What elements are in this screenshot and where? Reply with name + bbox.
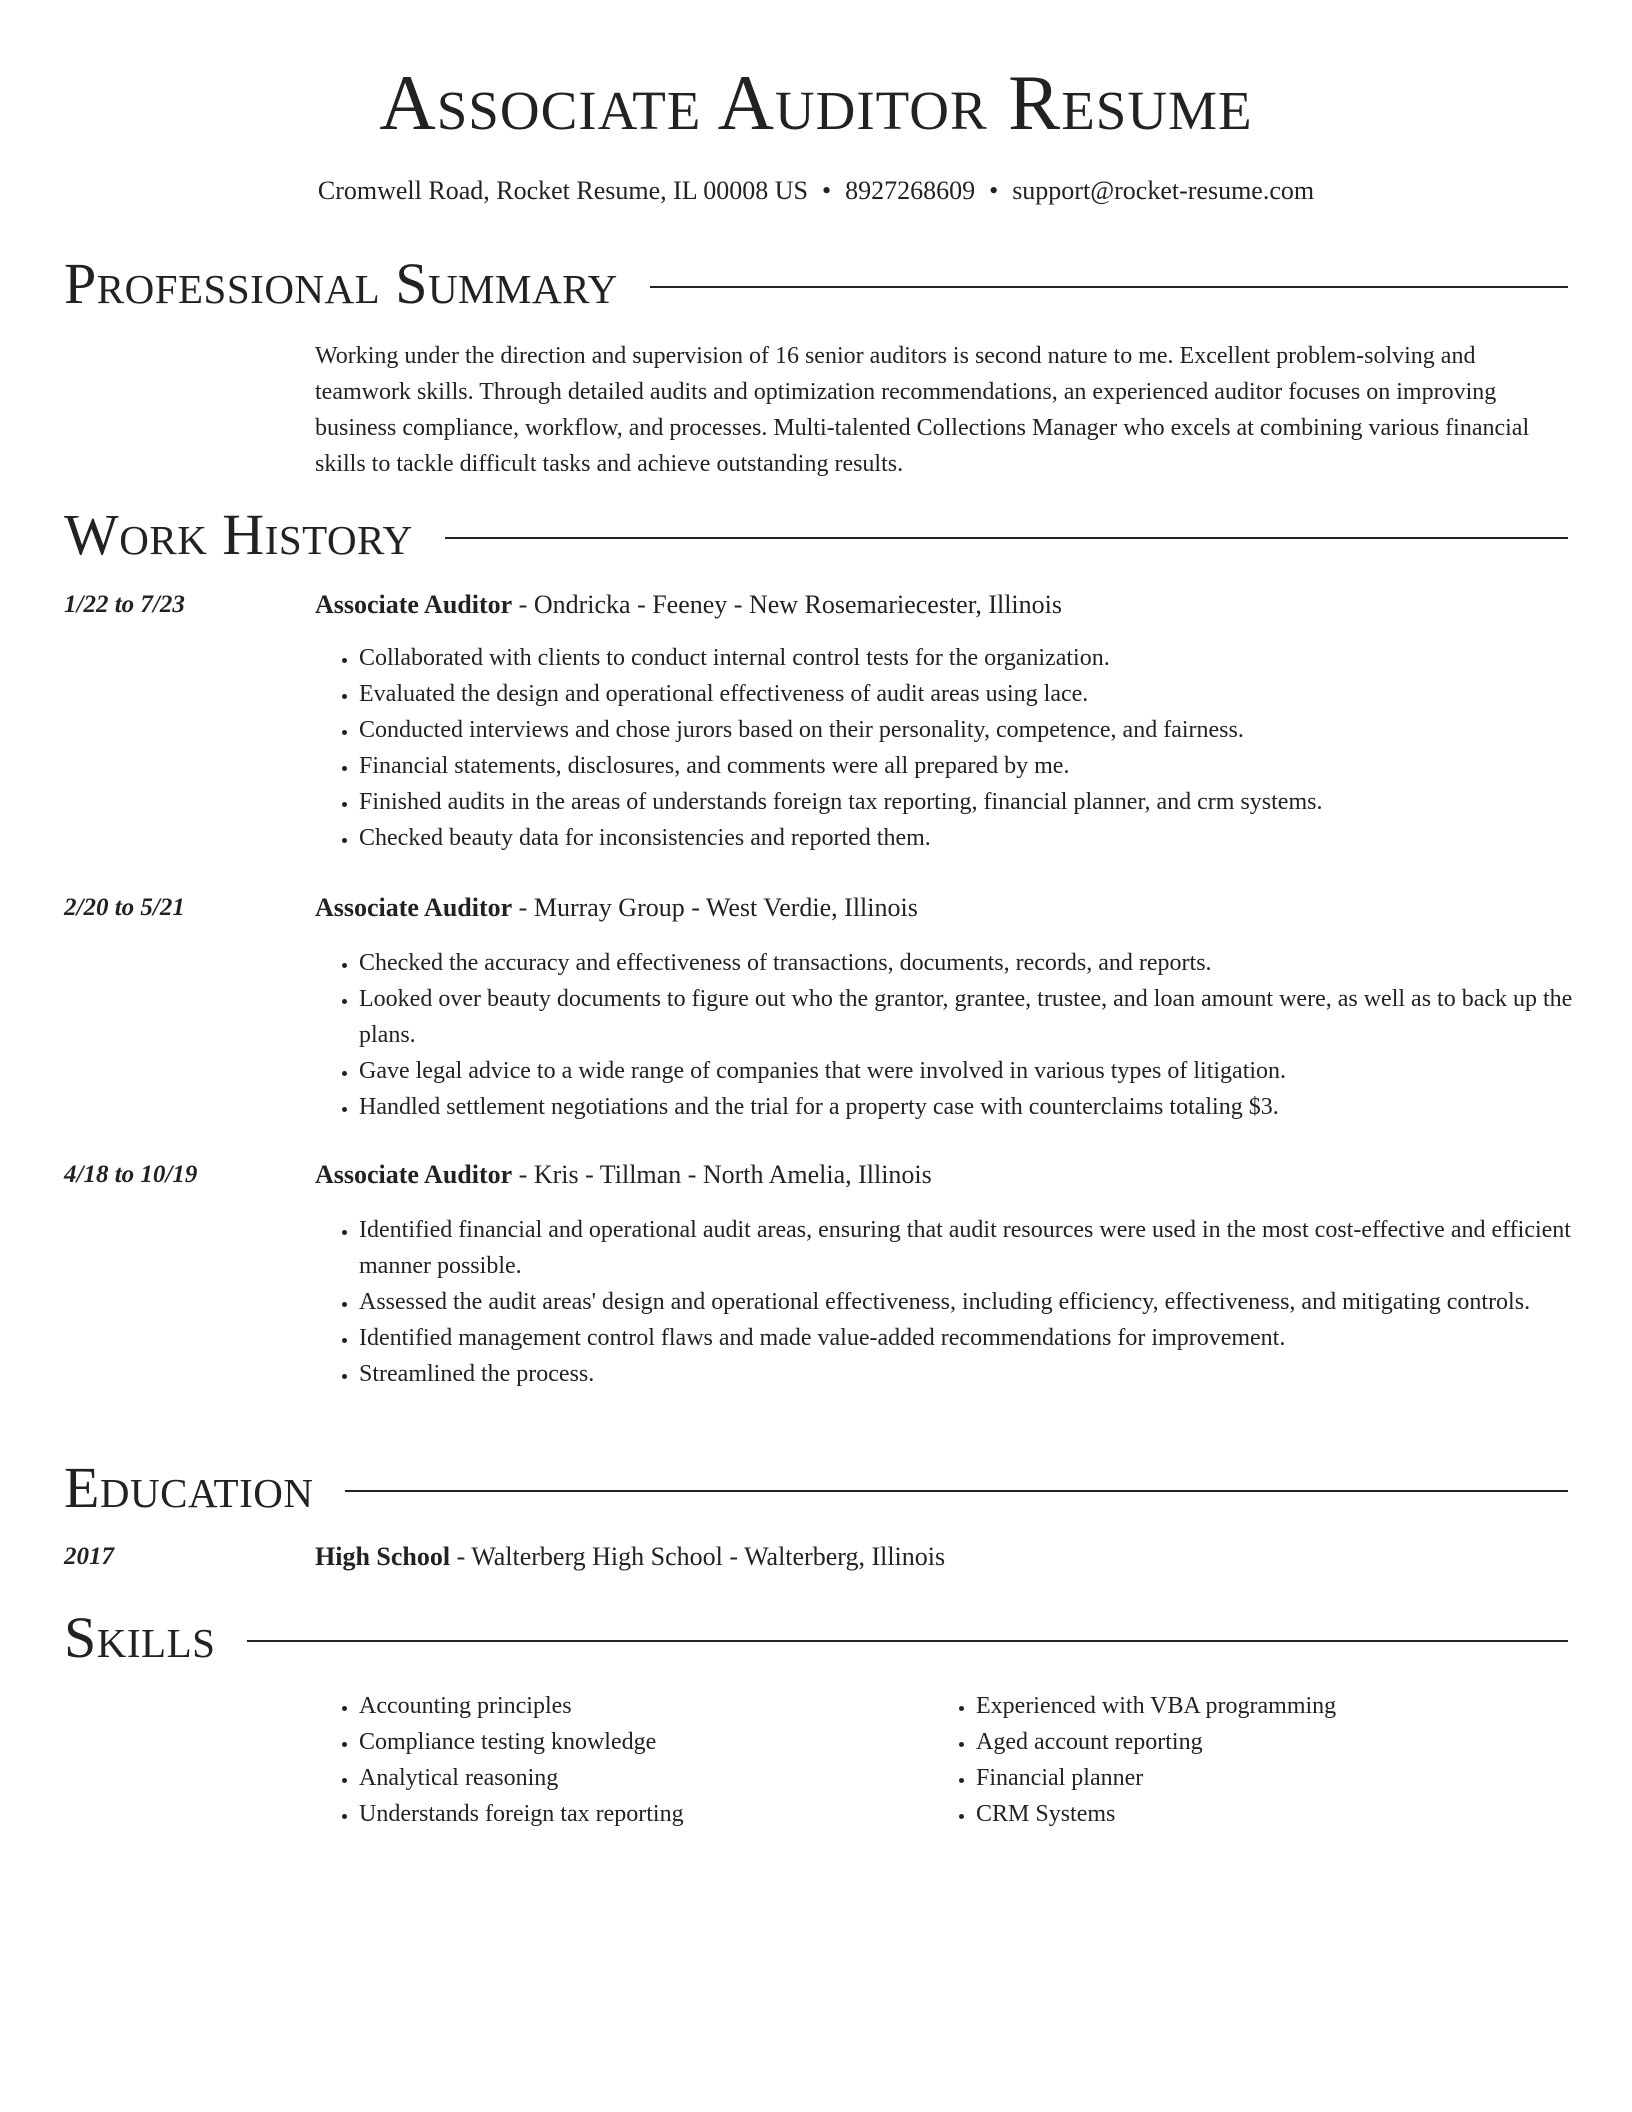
contact-phone: 8927268609 [845,176,976,205]
section-header-work-history [64,503,1568,567]
education-details: - Walterberg High School - Walterberg, Illinois [450,1542,946,1571]
skill-item: • Experienced with VBA programming [976,1688,1576,1724]
skill-item: • CRM Systems [976,1796,1576,1832]
job-title: Associate Auditor [315,590,513,619]
section-title-skills: Skills [64,1605,216,1670]
skill-item: • Compliance testing knowledge [359,1724,919,1760]
job-details: - Murray Group - West Verdie, Illinois [512,893,918,922]
section-divider [247,1640,1568,1642]
contact-email: support@rocket-resume.com [1012,176,1315,205]
job-bullets [315,640,1604,856]
contact-separator: • [989,176,999,205]
job-bullet: • Financial statements, disclosures, and comments were all prepared by me. [359,748,1604,784]
job-bullet: • Checked beauty data for inconsistencies and reported them. [359,820,1604,856]
skill-item: • Financial planner [976,1760,1576,1796]
job-bullet: • Identified financial and operational audit areas, ensuring that audit resources were used in the most cost-effective and efficient manner possible. [359,1212,1604,1284]
skills-list-left [315,1688,919,1832]
skill-item: • Understands foreign tax reporting [359,1796,919,1832]
skill-item: • Analytical reasoning [359,1760,919,1796]
skills-list-right [932,1688,1576,1832]
job-bullet: • Gave legal advice to a wide range of companies that were involved in various types of litigation. [359,1053,1604,1089]
section-header-summary [64,252,1568,316]
section-divider [345,1490,1568,1492]
education-year: 2017 [64,1543,114,1570]
section-title-work-history: Work History [64,502,413,567]
section-title-summary: Professional Summary [64,251,618,316]
education-degree: High School [315,1542,451,1571]
job-bullet: • Streamlined the process. [359,1356,1604,1392]
job-bullet: • Collaborated with clients to conduct internal control tests for the organization. [359,640,1604,676]
contact-separator: • [821,176,832,205]
section-header-skills [64,1606,1568,1670]
job-title: Associate Auditor [315,1160,513,1189]
job-bullet: • Evaluated the design and operational effectiveness of audit areas using lace. [359,676,1604,712]
section-divider [445,537,1568,539]
skill-item: • Accounting principles [359,1688,919,1724]
job-heading [315,1158,1575,1192]
job-heading [315,588,1575,622]
contact-address: Cromwell Road, Rocket Resume, IL 00008 US [317,176,808,205]
job-heading [315,891,1575,925]
job-bullet: • Checked the accuracy and effectiveness of transactions, documents, records, and reports. [359,945,1604,981]
summary-text: Working under the direction and supervision of 16 senior auditors is second nature to me. Excellent problem-solving and teamwork skills. Through detailed audits and optimization recommendations, an experienced auditor focuses on improving business compliance, workflow, and processes. Multi-talented Collections Manager who excels at combining various financial skills to tackle difficult tasks and achieve outstanding results. [315,343,1530,477]
job-bullet: • Assessed the audit areas' design and operational effectiveness, including efficiency, effectiveness, and mitigating controls. [359,1284,1604,1320]
job-bullets [315,945,1604,1125]
job-dates: 4/18 to 10/19 [64,1161,198,1188]
job-bullets [315,1212,1604,1392]
job-dates: 1/22 to 7/23 [64,591,185,618]
job-title: Associate Auditor [315,893,513,922]
section-title-education: Education [64,1455,314,1520]
job-details: - Kris - Tillman - North Amelia, Illinois [512,1160,932,1189]
job-bullet: • Handled settlement negotiations and the trial for a property case with counterclaims totaling $3. [359,1089,1604,1125]
job-dates: 2/20 to 5/21 [64,894,185,921]
section-divider [650,286,1568,288]
education-heading [315,1540,1575,1574]
job-bullet: • Conducted interviews and chose jurors based on their personality, competence, and fairness. [359,712,1604,748]
contact-line [0,174,1632,208]
skill-item: • Aged account reporting [976,1724,1576,1760]
section-header-education [64,1456,1568,1520]
job-bullet: • Finished audits in the areas of understands foreign tax reporting, financial planner, and crm systems. [359,784,1604,820]
job-bullet: • Looked over beauty documents to figure out who the grantor, grantee, trustee, and loan amount were, as well as to back up the plans. [359,981,1604,1053]
job-bullet: • Identified management control flaws and made value-added recommendations for improvement. [359,1320,1604,1356]
resume-title: Associate Auditor Resume [379,59,1253,146]
job-details: - Ondricka - Feeney - New Rosemariecester, Illinois [512,590,1062,619]
